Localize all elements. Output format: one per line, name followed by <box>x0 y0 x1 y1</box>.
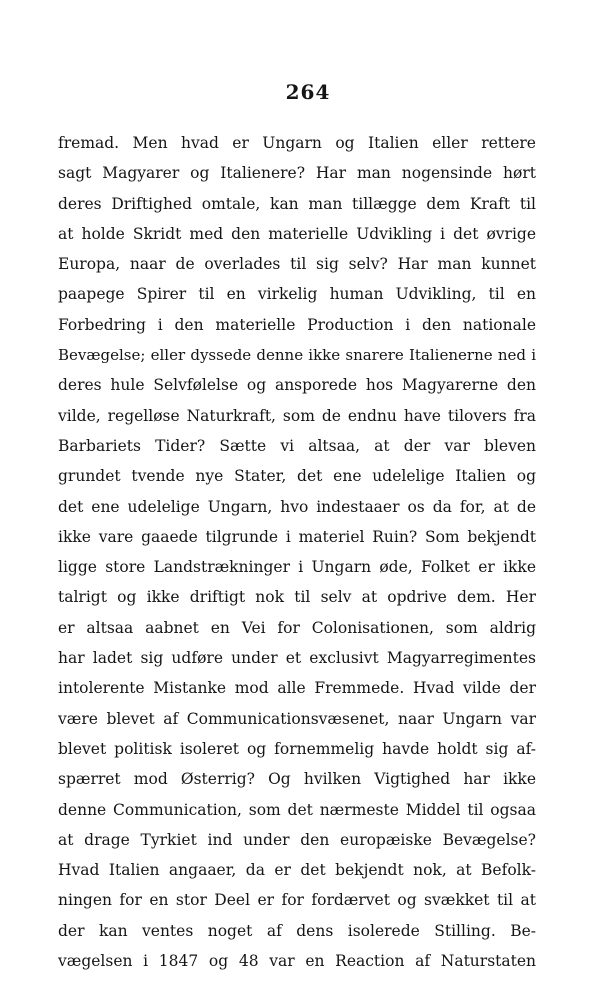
text-line: spærret mod Østerrig? Og hvilken Vigtighed har ikke <box>58 770 536 789</box>
text-line: være blevet af Communicationsvæsenet, naar Ungarn var <box>58 709 536 728</box>
text-line: deres hule Selvfølelse og ansporede hos Magyarerne den <box>58 376 536 395</box>
text-line: deres Driftighed omtale, kan man tillægge dem Kraft til <box>58 194 536 213</box>
text-line: paapege Spirer til en virkelig human Udvikling, til en <box>58 285 536 304</box>
text-line: har ladet sig udføre under et exclusivt Magyarregimentes <box>58 649 536 668</box>
text-line: vilde, regelløse Naturkraft, som de endnu have tilovers fra <box>58 406 536 425</box>
text-line: det ene udelelige Ungarn, hvo indestaaer os da for, at de <box>58 497 536 516</box>
text-line: ligge store Landstrækninger i Ungarn øde, Folket er ikke <box>58 558 536 577</box>
text-line: at holde Skridt med den materielle Udvikling i det øvrige <box>58 224 536 243</box>
text-line: ikke vare gaaede tilgrunde i materiel Ruin? Som bekjendt <box>58 527 536 546</box>
text-line: Bevægelse; eller dyssede denne ikke snarere Italienerne ned i <box>58 346 536 365</box>
text-line: at drage Tyrkiet ind under den europæiske Bevægelse? <box>58 830 536 849</box>
text-line: Europa, naar de overlades til sig selv? Har man kunnet <box>58 255 536 274</box>
text-line: Barbariets Tider? Sætte vi altsaa, at der var bleven <box>58 436 536 455</box>
text-line: denne Communication, som det nærmeste Middel til ogsaa <box>58 800 536 819</box>
text-line: grundet tvende nye Stater, det ene udelelige Italien og <box>58 467 536 486</box>
text-line: sagt Magyarer og Italienere? Har man nogensinde hørt <box>58 164 536 183</box>
text-line: vægelsen i 1847 og 48 var en Reaction af Naturstaten <box>58 952 536 971</box>
text-line: der kan ventes noget af dens isolerede Stilling. Be- <box>58 921 536 940</box>
text-line: blevet politisk isoleret og fornemmelig havde holdt sig af- <box>58 739 536 758</box>
text-line: fremad. Men hvad er Ungarn og Italien eller rettere <box>58 134 536 152</box>
page-number: 264 <box>285 80 331 104</box>
text-line: er altsaa aabnet en Vei for Colonisationen, som aldrig <box>58 618 536 637</box>
text-line: Hvad Italien angaaer, da er det bekjendt nok, at Befolk- <box>58 861 536 880</box>
body-text <box>58 128 536 976</box>
text-line: talrigt og ikke driftigt nok til selv at opdrive dem. Her <box>58 588 536 607</box>
text-line: intolerente Mistanke mod alle Fremmede. Hvad vilde der <box>58 679 536 698</box>
text-line: Forbedring i den materielle Production i den nationale <box>58 315 536 334</box>
text-line: ningen for en stor Deel er for fordærvet og svækket til at <box>58 891 536 910</box>
